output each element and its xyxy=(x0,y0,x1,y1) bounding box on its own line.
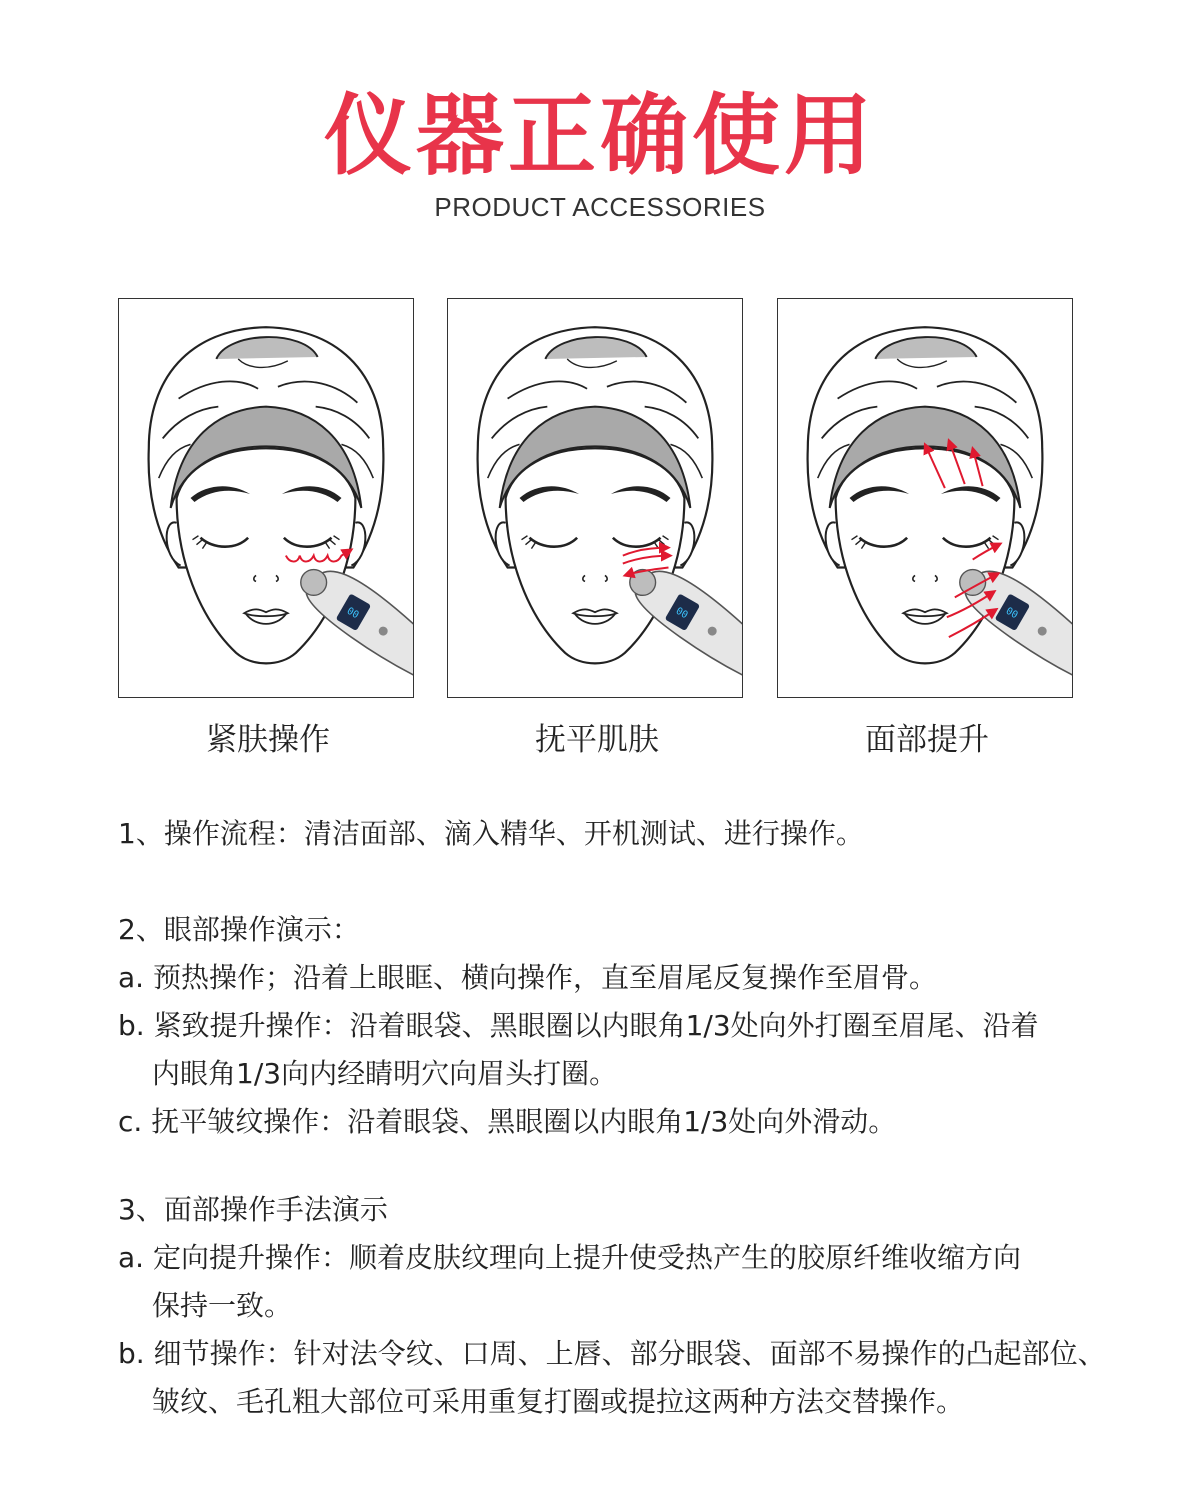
step3-a-line1: a. 定向提升操作：顺着皮肤纹理向上提升使受热产生的胶原纤维收缩方向 xyxy=(118,1241,1021,1274)
face-illustration xyxy=(448,299,742,697)
device-screen-readout: 00 xyxy=(673,605,690,622)
page-title: 仪器正确使用 xyxy=(323,84,876,187)
face-illustration xyxy=(119,299,413,697)
step2-b-line2: 内眼角1/3向内经睛明穴向眉头打圈。 xyxy=(152,1057,618,1090)
step2-a: a. 预热操作；沿着上眼眶、横向操作，直至眉尾反复操作至眉骨。 xyxy=(118,961,937,994)
step2-heading: 2、眼部操作演示： xyxy=(118,913,360,946)
step3-a-line2: 保持一致。 xyxy=(152,1289,293,1322)
page-subtitle: PRODUCT ACCESSORIES xyxy=(434,192,766,222)
caption-smooth: 抚平肌肤 xyxy=(535,722,659,758)
device-screen-readout: 00 xyxy=(344,605,361,622)
instructions-step1 xyxy=(118,810,1118,858)
step2-b-line1: b. 紧致提升操作：沿着眼袋、黑眼圈以内眼角1/3处向外打圈至眉尾、沿着 xyxy=(118,1009,1039,1042)
face-illustration xyxy=(778,299,1072,697)
illustration-smooth xyxy=(447,298,743,698)
instructions-step3 xyxy=(118,1186,1118,1426)
step3-b-line2: 皱纹、毛孔粗大部位可采用重复打圈或提拉这两种方法交替操作。 xyxy=(152,1385,965,1418)
step3-heading: 3、面部操作手法演示 xyxy=(118,1193,388,1226)
step1-text: 1、操作流程：清洁面部、滴入精华、开机测试、进行操作。 xyxy=(118,817,864,850)
instructions-step2 xyxy=(118,906,1118,1146)
illustration-tighten xyxy=(118,298,414,698)
step3-b-line1: b. 细节操作：针对法令纹、口周、上唇、部分眼袋、面部不易操作的凸起部位、 xyxy=(118,1337,1106,1370)
caption-tighten: 紧肤操作 xyxy=(206,722,330,758)
caption-lift: 面部提升 xyxy=(865,722,989,758)
device-screen-readout: 00 xyxy=(1003,605,1020,622)
step2-c: c. 抚平皱纹操作：沿着眼袋、黑眼圈以内眼角1/3处向外滑动。 xyxy=(118,1105,897,1138)
illustration-lift xyxy=(777,298,1073,698)
